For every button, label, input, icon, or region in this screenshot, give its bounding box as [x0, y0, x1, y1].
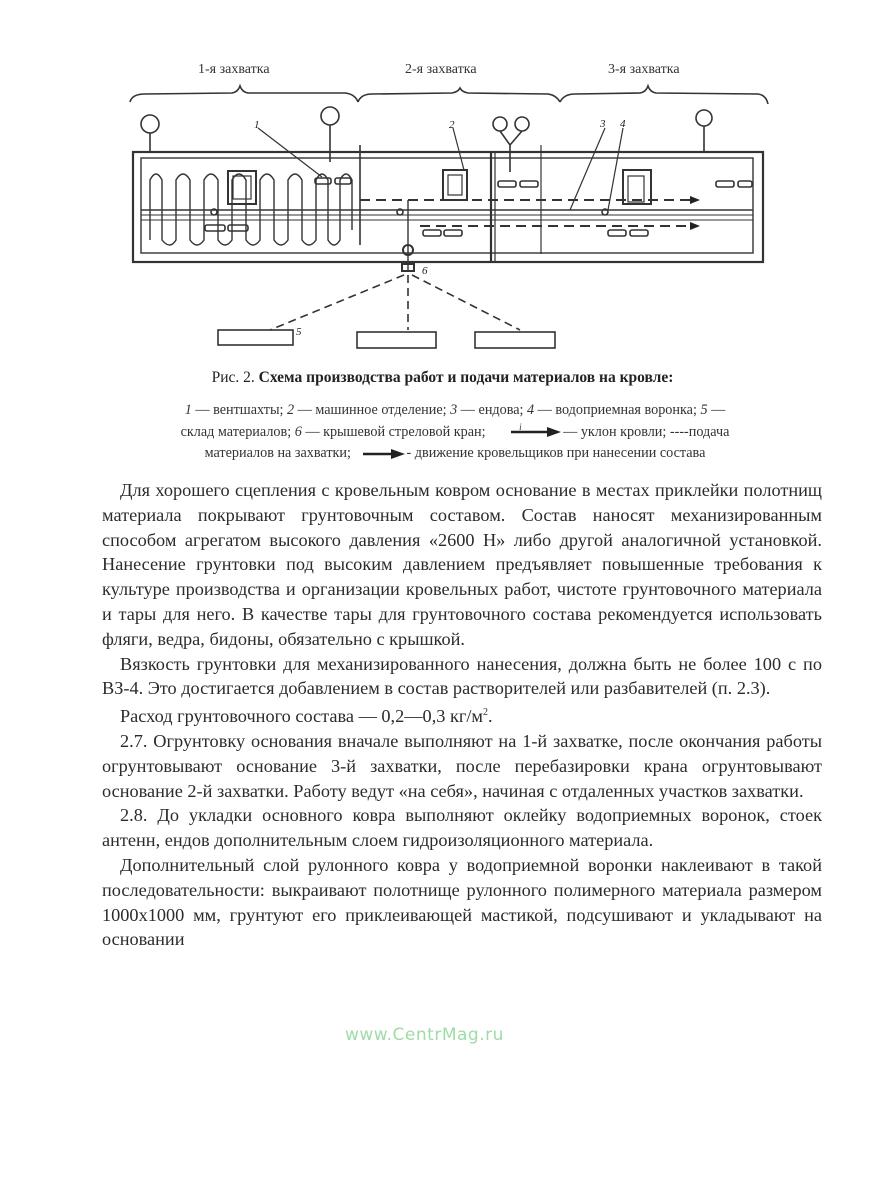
- body-text: [102, 478, 822, 952]
- diagram-drawing: [0, 0, 885, 360]
- callout-3: 3: [600, 118, 606, 130]
- legend-text: — водоприемная воронка;: [534, 402, 701, 418]
- slope-mark: i: [519, 422, 522, 433]
- callout-6: 6: [422, 265, 428, 277]
- legend-num: 4: [527, 402, 535, 418]
- paragraph-primer: Для хорошего сцепления с кровельным ковром основание в местах приклейки полотнищ материала покрывают грунтовочным составом. Состав наносят механизированным способом агрегатом высокого давления «2600 Н» либо другой аналогичной установкой. Нанесение грунтовки под высоким давлением предъявляет повышенные требования к культуре производства и организации кровельных работ, чистоте грунтовочного материала и тары для него. В качестве тары для грунтовочного состава рекомендуется использовать фляги, ведра, бидоны, обязательно с крышкой.: [102, 480, 822, 649]
- legend-text: — вентшахты;: [191, 402, 287, 418]
- paragraph-2-7: 2.7. Огрунтовку основания вначале выполняют на 1-й захватке, после окончания работы огрунтовывают основание 3-й захватки, после перебазировки крана огрунтовывают основание 2-й захватки. Работу ведут «на себя», начиная с отдаленных участков захватки.: [102, 731, 822, 801]
- storage-area-1: [218, 330, 293, 345]
- legend-num: 2: [286, 402, 295, 418]
- consumption-text: Расход грунтовочного состава — 0,2—0,3 кг/м: [120, 706, 483, 727]
- callout-4: 4: [620, 118, 626, 130]
- machine-room-3: [623, 170, 651, 204]
- legend-num: 6: [294, 423, 302, 440]
- storage-area-3: [475, 332, 555, 348]
- legend-text: — машинное отделение;: [294, 402, 451, 418]
- figure-caption: [0, 369, 885, 387]
- paragraph-additional-layer: Дополнительный слой рулонного ковра у водоприемной воронки наклеивают в такой последовательности: выкраивают полотнище рулонного полимерного материала размером 1000х1000 мм, грунтуют его приклеивающей мастикой, подсушивают и укладывают на основании: [102, 855, 822, 950]
- vent-shaft-2: [321, 107, 339, 125]
- legend-num: 5: [700, 402, 708, 418]
- legend-text: — крышевой стреловой кран;: [301, 423, 486, 440]
- legend-num: 3: [450, 402, 458, 418]
- legend-text: - движение кровельщиков при нанесении состава: [406, 445, 706, 461]
- roof-work-diagram: [0, 0, 885, 360]
- legend-num: 1: [184, 402, 192, 418]
- watermark: www.CentrMag.ru: [345, 1025, 504, 1045]
- paragraph-viscosity: Вязкость грунтовки для механизированного нанесения, должна быть не более 100 с по ВЗ-4. Это достигается добавлением в состав растворителей или разбавителей (п. 2.3).: [102, 653, 822, 699]
- vent-shaft-4: [515, 117, 529, 131]
- paragraph-consumption: [102, 701, 822, 729]
- callout-5: 5: [296, 326, 302, 338]
- callout-1: 1: [254, 119, 260, 131]
- consumption-end: .: [488, 706, 493, 727]
- roof-outline: [133, 152, 763, 262]
- brace-zone-1: [130, 86, 358, 102]
- movement-arrow-icon: [363, 448, 405, 460]
- zone-label-3: 3-я захватка: [608, 62, 680, 77]
- zone-label-1: 1-я захватка: [198, 62, 270, 77]
- legend-line-2: [95, 422, 815, 444]
- caption-title: Схема производства работ и подачи материалов на кровле:: [258, 369, 674, 386]
- vent-shaft-1: [141, 115, 159, 133]
- legend-text: — ендова;: [457, 402, 528, 418]
- zone-label-2: 2-я захватка: [405, 62, 477, 77]
- caption-prefix: Рис. 2.: [211, 369, 255, 386]
- callout-2: 2: [449, 119, 455, 131]
- roof-inner-outline: [141, 158, 753, 253]
- legend-line-3: [95, 443, 815, 465]
- vent-shaft-3: [493, 117, 507, 131]
- legend-text: материалов на захватки;: [204, 445, 351, 461]
- legend-text: — уклон кровли; ----подача: [563, 423, 730, 440]
- storage-area-2: [357, 332, 436, 348]
- legend-text: склад материалов;: [180, 423, 295, 440]
- brace-zone-3: [560, 86, 768, 104]
- slope-arrow-icon: [511, 422, 561, 438]
- vent-shaft-5: [696, 110, 712, 126]
- figure-legend: [95, 400, 815, 465]
- legend-line-1: [95, 400, 815, 422]
- paragraph-2-8: 2.8. До укладки основного ковра выполняют оклейку водоприемных воронок, стоек антенн, ендов дополнительным слоем гидроизоляционного материала.: [102, 805, 822, 851]
- legend-text: —: [707, 402, 726, 418]
- consumption-sup: 2: [483, 707, 488, 719]
- brace-zone-2: [358, 88, 560, 102]
